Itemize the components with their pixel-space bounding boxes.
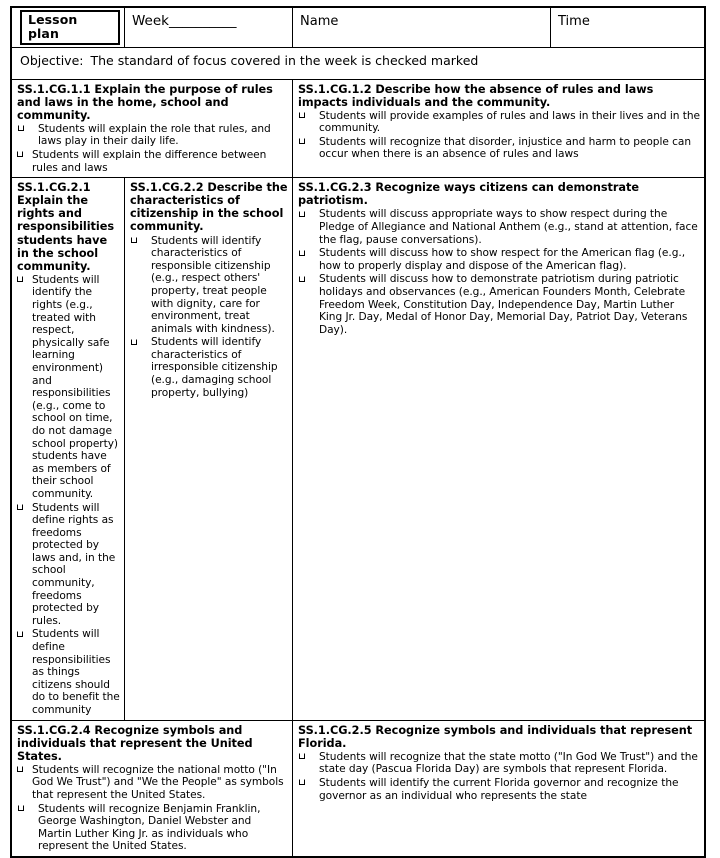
week-field-cell[interactable] [125,7,293,47]
standards-row-3 [11,720,705,857]
standard-title-ss1cg12: SS.1.CG.1.2 Describe how the absence of rules and laws impacts individuals and the community. [298,82,654,109]
list-item-label: Students will discuss how to demonstrate patriotism during patriotic holidays and observances (e.g., American Founders Month, Celebrate Freedom Week, Constitution Day, Independence Day, Martin Luther King Jr. Day, Medal of Honor Day, Memorial Day, Patriot Day, Veterans Day). [319,273,688,336]
standard-bullets-ss1cg21 [17,274,120,717]
list-item[interactable] [17,628,120,716]
standard-cell-ss1cg11 [11,79,293,178]
standard-title-ss1cg23: SS.1.CG.2.3 Recognize ways citizens can demonstrate patriotism. [298,181,639,208]
time-label: Time [558,14,590,29]
objective-label: Objective: [20,52,84,68]
week-label: Week__________ [132,13,237,29]
list-item-label: Students will discuss appropriate ways to show respect during the Pledge of Allegiance and National Anthem (e.g., stand at attention, face the flag, pause conversations). [319,208,698,246]
header-row [11,7,705,47]
checkbox-icon[interactable] [299,250,305,256]
list-item[interactable] [17,764,288,802]
list-item[interactable] [17,803,288,853]
standard-title-ss1cg21: SS.1.CG.2.1 Explain the rights and responsibilities students have in the school community. [17,181,115,273]
list-item[interactable] [130,336,288,399]
lesson-plan-table [10,6,706,858]
list-item-label: Students will discuss how to show respect for the American flag (e.g., how to properly display and dispose of the American flag). [319,247,686,272]
name-label: Name [300,14,339,29]
checkbox-icon[interactable] [18,805,24,811]
list-item[interactable] [298,208,700,246]
lesson-plan-title-cell [11,7,125,47]
list-item-label: Students will provide examples of rules and laws in their lives and in the community. [319,109,701,135]
standard-cell-ss1cg12 [293,79,706,178]
checkbox-icon[interactable] [17,276,23,282]
list-item-label: Students will identify the rights (e.g., treated with respect, physically safe learning environment) and responsibilities (e.g., come to school on time, do not damage school property) students have as members of their school community. [32,273,119,500]
checkbox-icon[interactable] [18,125,24,131]
list-item-label: Students will define responsibilities as things citizens should do to benefit the community [32,628,120,716]
list-item[interactable] [298,751,700,776]
list-item-label: Students will identify characteristics of irresponsible citizenship (e.g., damaging school property, bullying) [151,336,278,399]
standard-title-ss1cg11: SS.1.CG.1.1 Explain the purpose of rules and laws in the home, school and community. [17,82,273,122]
checkbox-icon[interactable] [299,276,305,282]
list-item-label: Students will explain the difference between rules and laws [32,148,267,174]
list-item[interactable] [298,777,700,802]
standard-cell-ss1cg24 [11,720,293,857]
checkbox-icon[interactable] [299,753,305,759]
standard-title-ss1cg25: SS.1.CG.2.5 Recognize symbols and individuals that represent Florida. [298,723,693,750]
standard-title-ss1cg24: SS.1.CG.2.4 Recognize symbols and individuals that represent the United States. [17,723,253,763]
list-item[interactable] [17,502,120,628]
standard-cell-ss1cg21 [11,178,125,720]
list-item[interactable] [298,273,700,336]
standards-row-2 [11,178,705,720]
list-item[interactable] [17,149,288,174]
objective-row [11,47,705,79]
list-item-label: Students will explain the role that rules, and laws play in their daily life. [38,122,271,148]
standard-bullets-ss1cg23 [298,208,700,336]
checkbox-icon[interactable] [299,138,305,144]
standard-bullets-ss1cg22 [130,235,288,400]
checkbox-icon[interactable] [17,766,23,772]
list-item[interactable] [298,247,700,272]
standard-cell-ss1cg22 [125,178,293,720]
list-item[interactable] [298,136,700,161]
checkbox-icon[interactable] [17,151,23,157]
objective-text: The standard of focus covered in the week is checked marked [90,52,479,68]
list-item[interactable] [298,110,700,135]
checkbox-icon[interactable] [131,339,137,345]
standards-row-1 [11,79,705,178]
checkbox-icon[interactable] [299,112,305,118]
list-item-label: Students will recognize that disorder, injustice and harm to people can occur when there is an absence of rules and laws [319,135,692,161]
standard-cell-ss1cg25 [293,720,706,857]
list-item-label: Students will recognize the national motto ("In God We Trust") and "We the People" as symbols that represent the United States. [32,763,284,802]
name-field-cell[interactable] [293,7,551,47]
checkbox-icon[interactable] [17,504,23,510]
checkbox-icon[interactable] [131,237,137,243]
standard-bullets-ss1cg12 [298,110,700,161]
lesson-plan-label: Lesson plan [20,10,120,45]
checkbox-icon[interactable] [299,211,305,217]
standard-bullets-ss1cg24 [17,764,288,853]
standard-cell-ss1cg23 [293,178,706,720]
list-item-label: Students will identify the current Florida governor and recognize the governor as an individual who represents the state [319,776,679,802]
list-item[interactable] [130,235,288,336]
list-item-label: Students will identify characteristics of responsible citizenship (e.g., respect others' property, treat people with dignity, care for environment, treat animals with kindness). [151,234,275,335]
objective-cell [11,47,705,79]
list-item-label: Students will define rights as freedoms protected by laws and, in the school community, freedoms protected by rules. [32,501,116,627]
standard-bullets-ss1cg25 [298,751,700,802]
standard-bullets-ss1cg11 [17,123,288,174]
list-item-label: Students will recognize Benjamin Franklin, George Washington, Daniel Webster and Martin Luther King Jr. as individuals who represent the United States. [38,802,261,853]
checkbox-icon[interactable] [299,779,305,785]
time-field-cell[interactable] [551,7,706,47]
checkbox-icon[interactable] [17,631,23,637]
list-item[interactable] [17,274,120,501]
list-item[interactable] [17,123,288,148]
standard-title-ss1cg22: SS.1.CG.2.2 Describe the characteristics of citizenship in the school community. [130,181,288,234]
list-item-label: Students will recognize that the state motto ("In God We Trust") and the state day (Pascua Florida Day) are symbols that represent Florida. [319,750,698,776]
